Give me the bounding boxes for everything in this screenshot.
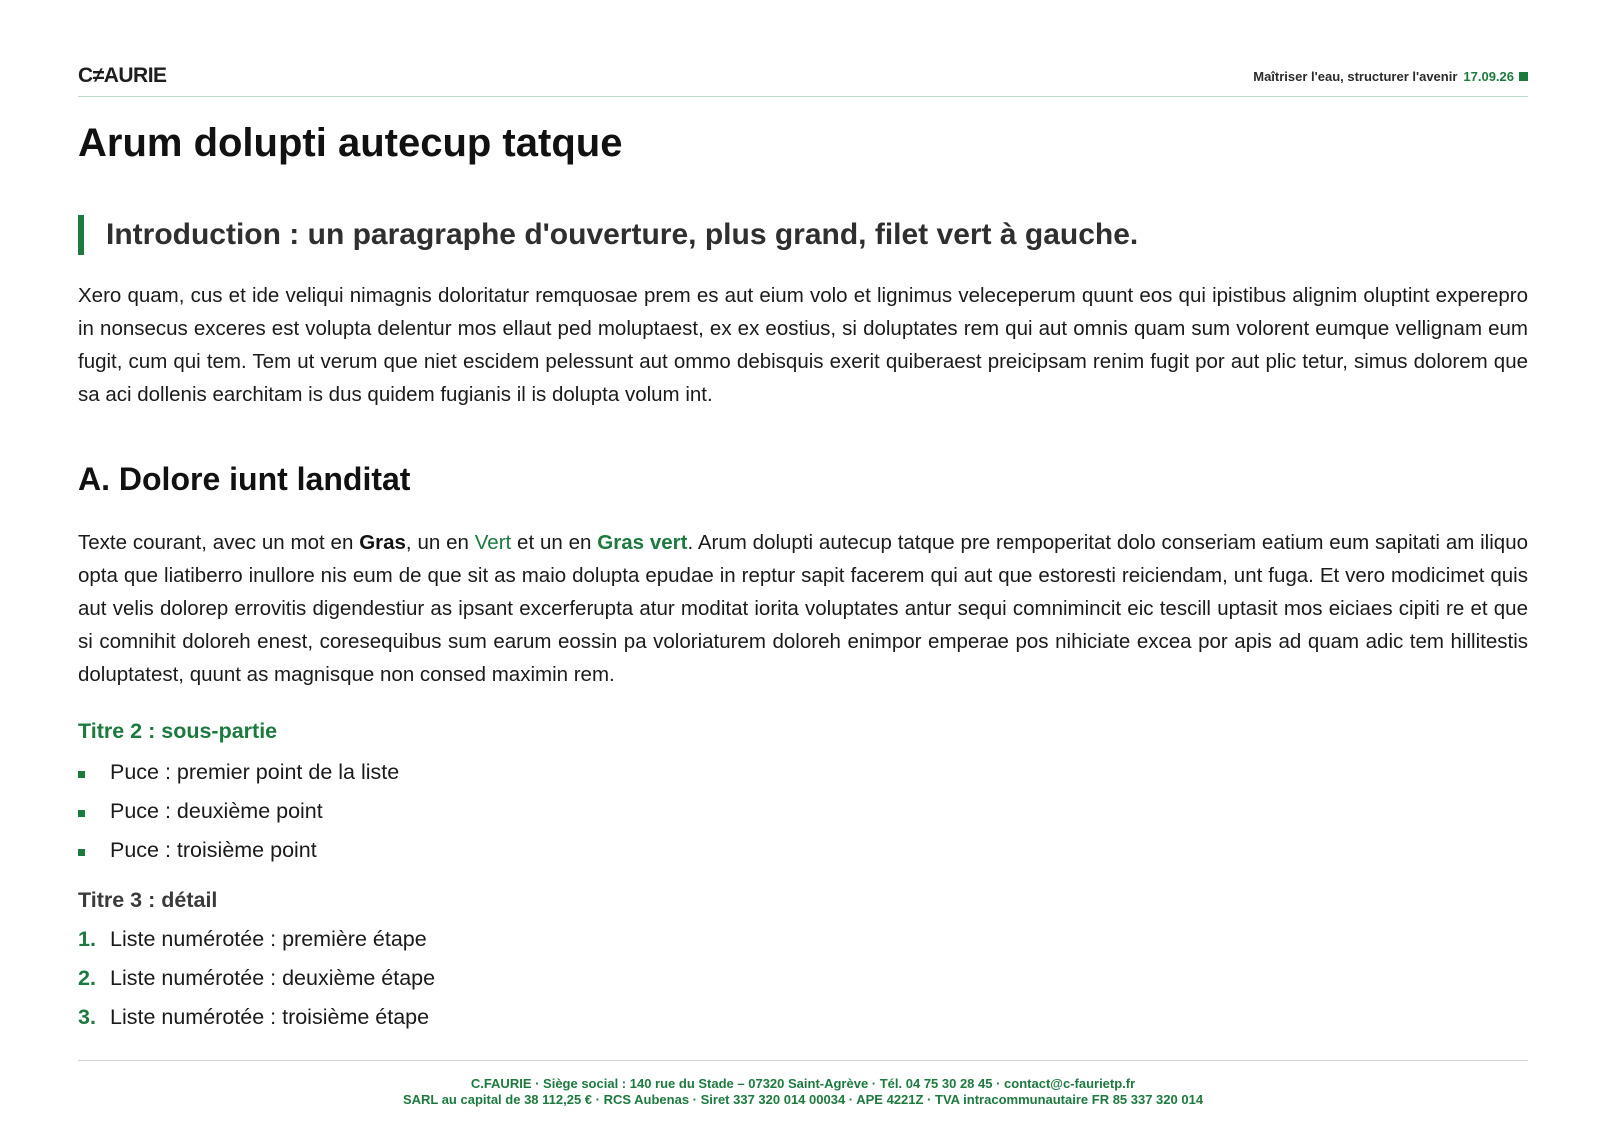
green-square-icon: [1519, 72, 1528, 81]
text-start: Texte courant, avec un mot en: [78, 531, 360, 554]
page-header: [78, 62, 1528, 97]
list-item: [78, 757, 399, 796]
square-bullet-icon: [78, 849, 85, 856]
list-number: 2.: [78, 966, 96, 990]
numbered-list: [78, 924, 435, 1041]
list-item: [78, 963, 435, 1002]
list-item-text: Liste numérotée : troisième étape: [110, 1005, 430, 1029]
footer-line-2: SARL au capital de 38 112,25 € · RCS Aubenas · Siret 337 320 014 00034 · APE 4221Z · TVA intracommunautaire FR 85 337 320 014: [402, 1092, 1204, 1107]
text-mid-1: , un en: [405, 531, 475, 554]
section-a-heading: A. Dolore iunt landitat: [78, 461, 411, 497]
detail-heading: Titre 3 : détail: [78, 888, 218, 912]
list-item-text: Puce : deuxième point: [110, 799, 323, 823]
bullet-list: [78, 757, 399, 874]
text-mid-2: et un en: [511, 531, 598, 554]
list-item-text: Puce : troisième point: [110, 838, 317, 862]
text-end: . Arum dolupti autecup tatque pre rempореritat dolo conseriam eatium eum sapitati am iliquo opta que liatiberro inullore nis eum de que sit as maio dolupta epudae in reptur sapit facerem qui aut que estoresti reiciendam, unt fuga. Et vero modicimet quis aut velis dolorep errovitis digendestiur as ipsant excerferupta atur moditat iorita voluptates antur sequi comnimincit eic tescill uptasit mos eiciaes cipiti re et que si comnihit doloreh enest, coresequibus sum earum eossin pa voloriaturem doloreh enimpor emperae pos nihiciate excea por apis ad quam adic tem hillitestis doluptatest, quunt as magnisque non consed maximin rem.: [78, 531, 1528, 686]
header-tagline: [1253, 69, 1528, 84]
list-item-text: Liste numérotée : première étape: [110, 927, 427, 951]
company-logo: C≠AURIE: [78, 64, 167, 87]
list-item: [78, 796, 399, 835]
bold-word: Gras: [359, 531, 406, 554]
list-number: 1.: [78, 927, 96, 951]
list-item-text: Liste numérotée : deuxième étape: [110, 966, 436, 990]
square-bullet-icon: [78, 771, 85, 778]
header-date: 17.09.26: [1463, 69, 1514, 84]
intro-paragraph: Xero quam, cus et ide veliqui nimagnis doloritatur remquosae prem es aut eium volo et lignimus veleceperum quunt eos qui ipistibus alignim oluptint experepro in nonsecus exceres est volupta delentur mos ellaut ped moluptaest, ex ex eostius, si doluptates rem qui aut omnis quam sum volorent eumque vellignam eum fugit, cum qui tem. Tem ut verum que niet escidem pelessunt aut ommo debisquis exerit quiberaest preicipsam renim fugit por aut plic tetur, simus dolorem que sa aci dollenis earchitam is dus quidem fugianis il is dolupta volum int.: [78, 284, 1528, 406]
square-bullet-icon: [78, 810, 85, 817]
list-item: [78, 835, 399, 874]
page-footer: [78, 1060, 1528, 1108]
list-item-text: Puce : premier point de la liste: [110, 760, 400, 784]
list-item: [78, 924, 435, 963]
tagline-text: Maîtriser l'eau, structurer l'avenir: [1253, 69, 1458, 84]
intro-heading: Introduction : un paragraphe d'ouverture, plus grand, filet vert à gauche.: [78, 215, 1138, 255]
footer-line-1: C.FAURIE · Siège social : 140 rue du Stade – 07320 Saint-Agrève · Tél. 04 75 30 28 45 · contact@c-faurietp.fr: [470, 1076, 1136, 1091]
list-number: 3.: [78, 1005, 96, 1029]
green-word: Vert: [474, 531, 512, 554]
section-a-paragraph: [78, 526, 1528, 691]
green-bold-word: Gras vert: [597, 531, 688, 554]
list-item: [78, 1002, 435, 1041]
page-title: Arum dolupti autecup tatque: [78, 121, 623, 165]
subsection-heading: Titre 2 : sous-partie: [78, 719, 278, 743]
